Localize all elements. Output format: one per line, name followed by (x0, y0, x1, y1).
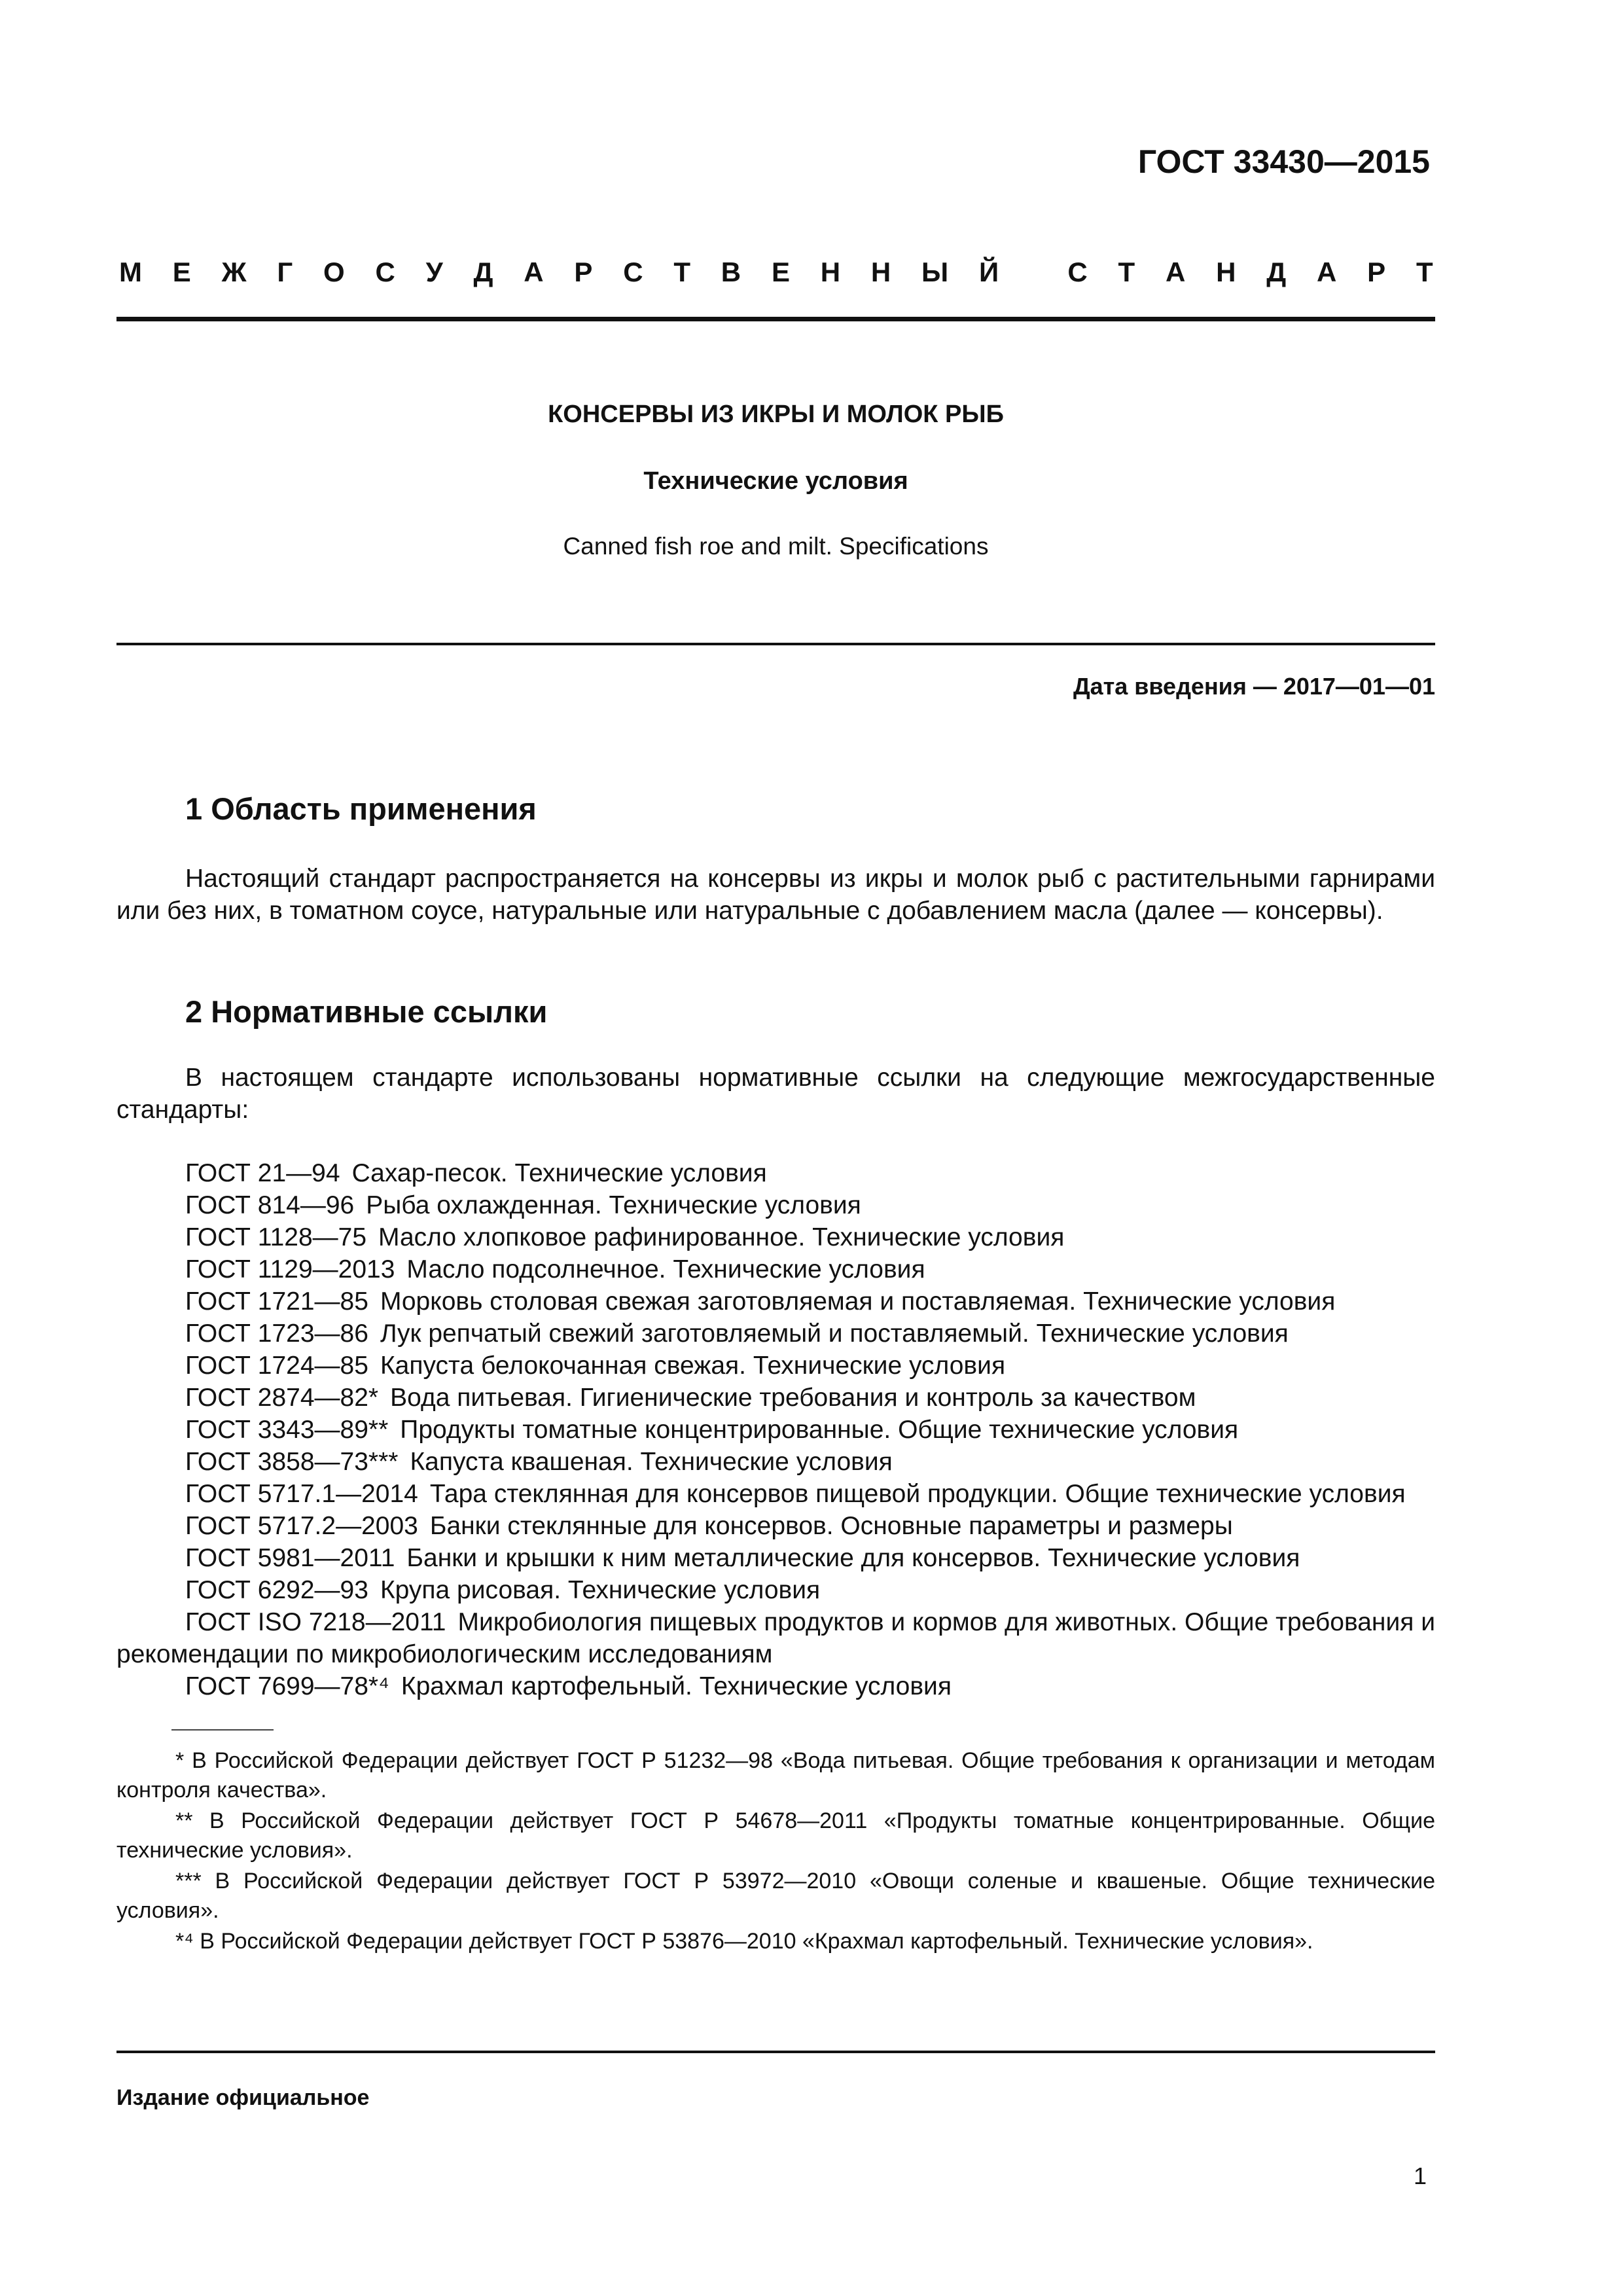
standard-type-letter: В (721, 257, 741, 287)
introduction-date: Дата введения — 2017—01—01 (1073, 673, 1435, 700)
reference-item (116, 1285, 1435, 1318)
reference-title: Тара стеклянная для консервов пищевой продукции. Общие технические условия (429, 1480, 1406, 1508)
reference-code: ГОСТ 7699—78*⁴ (185, 1672, 389, 1700)
reference-title: Продукты томатные концентрированные. Общие технические условия (400, 1416, 1239, 1444)
standard-type-letter: Р (1367, 257, 1386, 287)
reference-title: Банки стеклянные для консервов. Основные параметры и размеры (429, 1512, 1233, 1540)
reference-code: ГОСТ 2874—82* (185, 1384, 379, 1412)
footnote: *⁴ В Российской Федерации действует ГОСТ Р 53876—2010 «Крахмал картофельный. Технические условия». (175, 1929, 1313, 1954)
standard-type-letter: Т (1416, 257, 1433, 287)
reference-title: Вода питьевая. Гигиенические требования и контроль за качеством (390, 1384, 1196, 1412)
reference-code: ГОСТ 5717.2—2003 (185, 1512, 418, 1540)
reference-item (116, 1318, 1435, 1350)
reference-title: Масло подсолнечное. Технические условия (406, 1255, 925, 1283)
reference-title: Капуста белокочанная свежая. Технические условия (380, 1352, 1006, 1380)
reference-item (116, 1157, 1435, 1189)
standard-type-letter: Н (1216, 257, 1236, 287)
reference-item (116, 1510, 1435, 1542)
standard-type-letter: Е (172, 257, 191, 287)
section-1-heading: 1 Область применения (185, 791, 537, 826)
standard-type-letter: У (425, 257, 443, 287)
reference-code: ГОСТ 1724—85 (185, 1352, 368, 1380)
reference-item (116, 1189, 1435, 1221)
reference-title: Рыба охлажденная. Технические условия (366, 1191, 861, 1219)
reference-item (116, 1253, 1435, 1285)
footnote: * В Российской Федерации действует ГОСТ Р 51232—98 «Вода питьевая. Общие требования к организации и методам контроля качества». (116, 1748, 1435, 1803)
document-number: ГОСТ 33430—2015 (1137, 143, 1430, 180)
standard-type-letter: Ы (921, 257, 949, 287)
normative-references-list (116, 1157, 1435, 1702)
footnote: *** В Российской Федерации действует ГОСТ Р 53972—2010 «Овощи соленые и квашеные. Общие технические условия». (116, 1869, 1435, 1923)
reference-title: Банки и крышки к ним металлические для консервов. Технические условия (406, 1544, 1300, 1572)
reference-code: ГОСТ 21—94 (185, 1159, 340, 1187)
standard-type-letter: Е (771, 257, 790, 287)
reference-code: ГОСТ 5981—2011 (185, 1544, 395, 1572)
page-number: 1 (1413, 2162, 1427, 2189)
document-english-title: Canned fish roe and milt. Specifications (563, 533, 989, 560)
reference-item (116, 1350, 1435, 1382)
reference-code: ГОСТ 1128—75 (185, 1223, 367, 1251)
standard-type-letter: С (1067, 257, 1088, 287)
standard-type-letter: О (323, 257, 345, 287)
reference-code: ГОСТ 5717.1—2014 (185, 1480, 418, 1508)
reference-title: Морковь столовая свежая заготовляемая и поставляемая. Технические условия (380, 1287, 1336, 1316)
reference-code: ГОСТ 6292—93 (185, 1576, 368, 1604)
standard-type-letter: Т (1118, 257, 1135, 287)
section-1-text: Настоящий стандарт распространяется на консервы из икры и молок рыб с растительными гарнирами или без них, в томатном соусе, натуральные или натуральные с добавлением масла (далее — консервы). (116, 865, 1435, 925)
reference-item (116, 1478, 1435, 1510)
standard-type-letter: Ж (221, 257, 247, 287)
reference-code: ГОСТ 1723—86 (185, 1319, 368, 1348)
title-divider (116, 643, 1435, 645)
reference-title: Крахмал картофельный. Технические условия (401, 1672, 952, 1700)
standard-type-heading (119, 257, 1433, 288)
reference-item (116, 1446, 1435, 1478)
standard-type-letter: Н (870, 257, 891, 287)
standard-type-letter: А (1317, 257, 1337, 287)
standard-type-letter: С (375, 257, 395, 287)
standard-type-letter: М (119, 257, 142, 287)
reference-code: ГОСТ 3858—73*** (185, 1448, 399, 1476)
reference-code: ГОСТ 1721—85 (185, 1287, 368, 1316)
reference-item (116, 1542, 1435, 1574)
reference-code: ГОСТ 814—96 (185, 1191, 355, 1219)
standard-type-letter: Р (574, 257, 593, 287)
footer-divider (116, 2051, 1435, 2053)
document-title: КОНСЕРВЫ ИЗ ИКРЫ И МОЛОК РЫБ (548, 401, 1004, 428)
reference-title: Лук репчатый свежий заготовляемый и поставляемый. Технические условия (380, 1319, 1289, 1348)
footnote-separator (171, 1729, 274, 1731)
edition-label: Издание официальное (116, 2085, 370, 2110)
footnotes-list (116, 1746, 1435, 1958)
header-divider (116, 317, 1435, 321)
standard-type-letter: С (623, 257, 643, 287)
reference-item (116, 1221, 1435, 1253)
standard-type-letter: А (524, 257, 544, 287)
reference-title: Капуста квашеная. Технические условия (410, 1448, 893, 1476)
standard-type-letter (1029, 257, 1037, 288)
reference-code: ГОСТ 3343—89** (185, 1416, 389, 1444)
reference-code: ГОСТ ISO 7218—2011 (185, 1608, 446, 1636)
standard-type-letter: Г (277, 257, 293, 287)
reference-title: Крупа рисовая. Технические условия (380, 1576, 821, 1604)
reference-item (116, 1606, 1435, 1670)
reference-title: Масло хлопковое рафинированное. Технические условия (378, 1223, 1065, 1251)
reference-item (116, 1670, 1435, 1702)
standard-type-letter: Й (978, 257, 999, 287)
reference-item (116, 1574, 1435, 1606)
reference-item (116, 1382, 1435, 1414)
reference-code: ГОСТ 1129—2013 (185, 1255, 395, 1283)
standard-type-letter: А (1166, 257, 1186, 287)
reference-title: Микробиология пищевых продуктов и кормов для животных. Общие требования и рекомендации по микробиологическим исследованиям (116, 1608, 1435, 1668)
standard-type-letter: Н (820, 257, 841, 287)
section-2-heading: 2 Нормативные ссылки (185, 994, 548, 1029)
section-2-intro: В настоящем стандарте использованы нормативные ссылки на следующие межгосударственные стандарты: (116, 1064, 1435, 1124)
reference-item (116, 1414, 1435, 1446)
standard-type-letter: Д (473, 257, 493, 287)
standard-type-letter: Т (673, 257, 690, 287)
standard-type-letter: Д (1266, 257, 1287, 287)
reference-title: Сахар-песок. Технические условия (351, 1159, 767, 1187)
footnote: ** В Российской Федерации действует ГОСТ Р 54678—2011 «Продукты томатные концентрированные. Общие технические условия». (116, 1808, 1435, 1863)
document-subtitle: Технические условия (643, 467, 908, 495)
